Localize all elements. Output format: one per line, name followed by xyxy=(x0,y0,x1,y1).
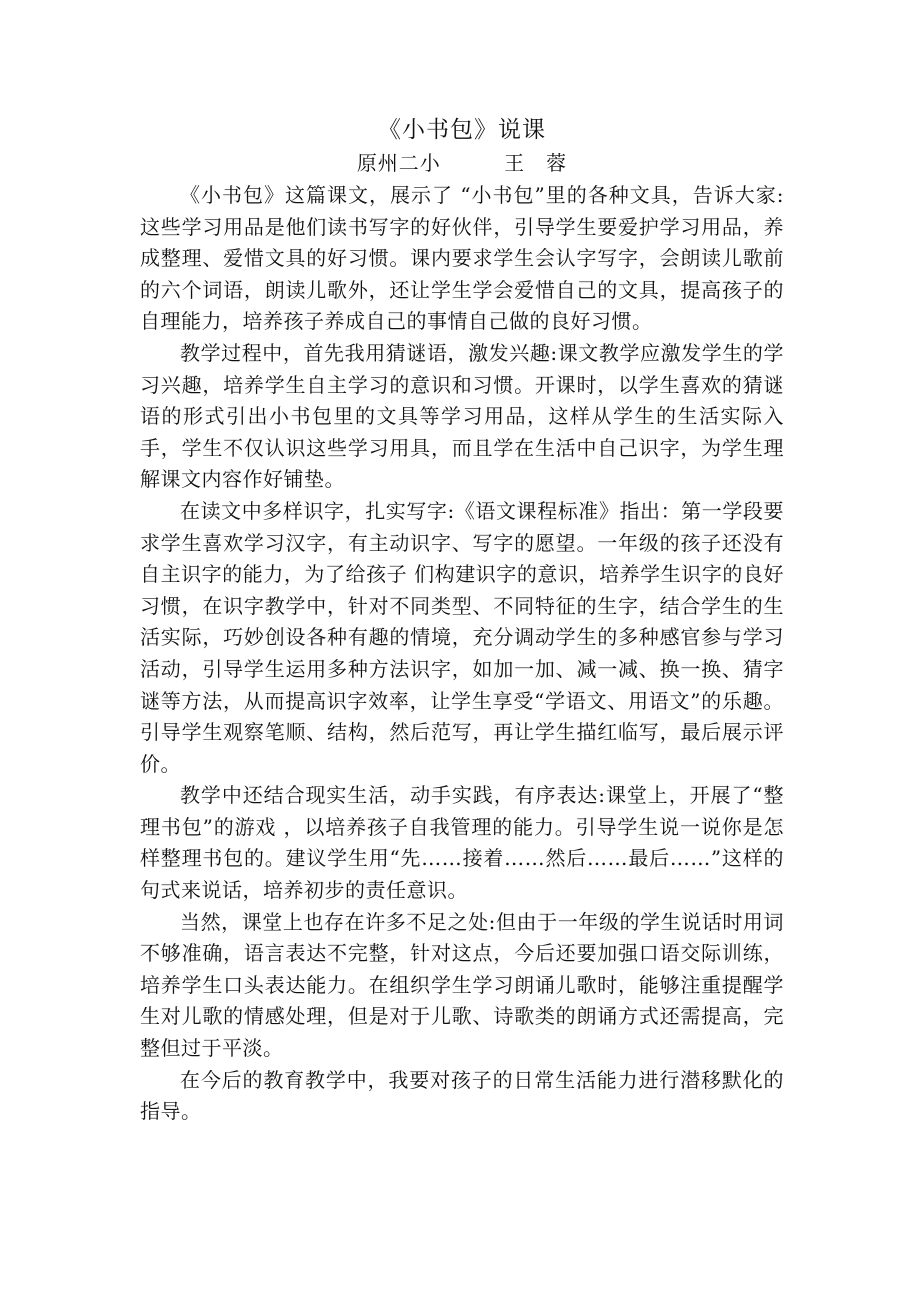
paragraph: 教学过程中，首先我用猜谜语，激发兴趣:课文教学应激发学生的学习兴趣，培养学生自主学习的意识和习惯。开课时，以学生喜欢的猜谜语的形式引出小书包里的文具等学习用品，这样从学生的生活实际入手，学生不仅认识这些学习用具，而且学在生活中自己识字，为学生理解课文内容作好铺垫。 xyxy=(140,340,784,492)
paragraph: 《小书包》这篇课文，展示了 “小书包”里的各种文具，告诉大家:这些学习用品是他们读书写字的好伙伴，引导学生要爱护学习用品，养成整理、爱惜文具的好习惯。课内要求学生会认字写字，会朗读儿歌前的六个词语，朗读儿歌外，还让学生学会爱惜自己的文具，提高孩子的自理能力，培养孩子养成自己的事情自己做的良好习惯。 xyxy=(140,183,784,334)
paragraph: 教学中还结合现实生活，动手实践，有序表达:课堂上，开展了“整理书包”的游戏 ，以培养孩子自我管理的能力。引导学生说一说你是怎样整理书包的。建议学生用“先……接着……然后……最后……”这样的句式来说话，培养初步的责任意识。 xyxy=(140,783,784,903)
paragraph: 在读文中多样识字，扎实写字:《语文课程标准》指出：第一学段要求学生喜欢学习汉字，有主动识字、写字的愿望。一年级的孩子还没有自主识字的能力，为了给孩子 们构建识字的意识，培养学生识字的良好习惯，在识字教学中，针对不同类型、不同特征的生字，结合学生的生活实际，巧妙创设各种有趣的情境，充分调动学生的多种感官参与学习活动，引导学生运用多种方法识字，如加一加、减一减、换一换、猜字谜等方法，从而提高识字效率，让学生享受“学语文、用语文”的乐趣。引导学生观察笔顺、结构，然后范写，再让学生描红临写，最后展示评价。 xyxy=(140,498,784,776)
school-name: 原州二小 xyxy=(356,151,441,175)
document-page xyxy=(140,112,784,1128)
author-name: 王 蓉 xyxy=(504,151,568,175)
byline xyxy=(140,148,784,178)
paragraph: 在今后的教育教学中，我要对孩子的日常生活能力进行潜移默化的指导。 xyxy=(140,1067,784,1124)
paragraph: 当然，课堂上也存在许多不足之处:但由于一年级的学生说话时用词不够准确，语言表达不完整，针对这点，今后还要加强口语交际训练，培养学生口头表达能力。在组织学生学习朗诵儿歌时，能够注重提醒学生对儿歌的情感处理，但是对于儿歌、诗歌类的朗诵方式还需提高，完整但过于平淡。 xyxy=(140,909,784,1061)
document-title: 《小书包》说课 xyxy=(378,117,546,143)
